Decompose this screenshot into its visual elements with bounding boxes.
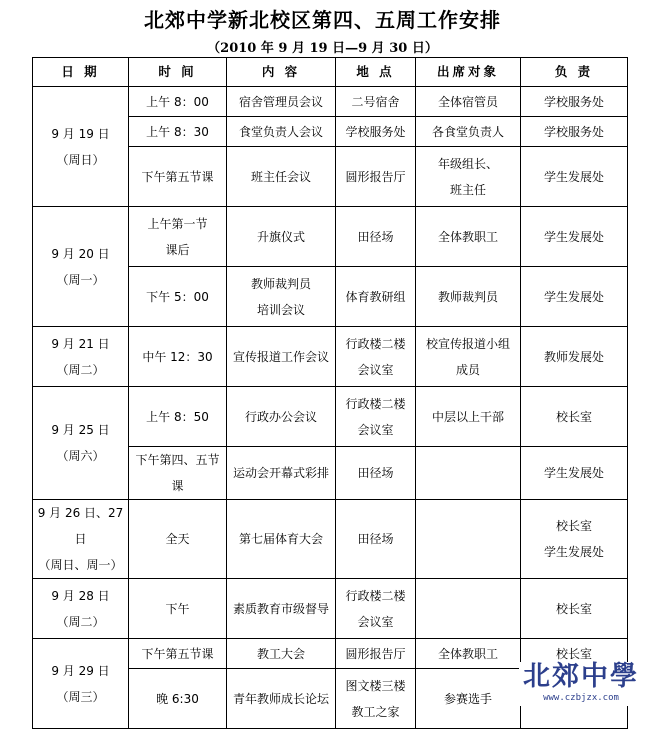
content-text: 宿舍管理员会议	[238, 94, 323, 109]
weekday-label: （周一）	[56, 272, 105, 287]
time-cell	[129, 117, 227, 147]
place-text: 圆形报告厅	[345, 646, 406, 661]
owner-cell	[521, 267, 628, 327]
attendees-text: 参赛选手	[443, 691, 492, 706]
place-cell	[336, 327, 416, 387]
place-text: 行政楼二楼	[345, 336, 406, 351]
schedule-body	[33, 87, 628, 729]
time-cell	[129, 267, 227, 327]
attendees-text: 全体教职工	[437, 229, 498, 244]
time-cell	[129, 669, 227, 729]
owner-cell	[521, 87, 628, 117]
date-cell	[33, 639, 129, 729]
place-text: 学校服务处	[345, 124, 406, 139]
attendees-cell	[416, 207, 521, 267]
date-label: 9 月 25 日	[51, 423, 110, 437]
attendees-text: 成员	[455, 362, 480, 377]
content-text: 班主任会议	[250, 169, 311, 184]
content-text: 升旗仪式	[256, 229, 305, 244]
table-row	[33, 327, 628, 387]
date-cell	[33, 87, 129, 207]
owner-cell	[521, 387, 628, 447]
date-label: 9 月 19 日	[51, 126, 110, 141]
date-cell	[33, 207, 129, 327]
place-cell	[336, 267, 416, 327]
time-text: 上午 8：30	[146, 124, 209, 139]
time-cell	[129, 327, 227, 387]
attendees-cell	[416, 387, 521, 447]
place-text: 图文楼三楼	[345, 678, 406, 693]
content-cell	[227, 669, 336, 729]
time-text: 下午	[165, 601, 190, 616]
header-owner: 负 责	[521, 58, 628, 87]
place-cell	[336, 669, 416, 729]
owner-text: 校长室	[555, 601, 592, 616]
header-date: 日 期	[33, 58, 129, 87]
attendees-text: 全体教职工	[437, 646, 498, 661]
attendees-cell	[416, 117, 521, 147]
place-text: 会议室	[357, 362, 394, 377]
date-label: 9 月 29 日	[51, 663, 110, 678]
page-title: 北郊中学新北校区第四、五周工作安排	[144, 8, 501, 32]
attendees-cell	[416, 147, 521, 207]
page-subtitle: （2010 年 9 月 19 日—9 月 30 日）	[207, 41, 438, 56]
attendees-text: 班主任	[449, 182, 486, 197]
time-text: 全天	[165, 532, 190, 546]
content-text: 教师裁判员	[250, 276, 311, 291]
place-text: 会议室	[357, 422, 394, 437]
attendees-cell	[416, 500, 521, 579]
time-text: 课后	[165, 242, 190, 257]
owner-cell	[521, 147, 628, 207]
attendees-text: 教师裁判员	[437, 289, 498, 304]
header-content: 内 容	[227, 58, 336, 87]
content-cell	[227, 147, 336, 207]
schedule-table	[32, 57, 628, 729]
attendees-text: 全体宿管员	[437, 94, 498, 109]
table-row	[33, 387, 628, 447]
time-cell	[129, 207, 227, 267]
attendees-text: 校宣传报道小组	[425, 336, 510, 351]
place-cell	[336, 447, 416, 500]
content-cell	[227, 117, 336, 147]
place-text: 行政楼二楼	[345, 588, 406, 603]
watermark-logo	[519, 662, 643, 706]
owner-text: 学生发展处	[543, 169, 604, 184]
time-text: 中午 12：30	[142, 349, 213, 364]
time-text: 下午 5：00	[146, 289, 209, 304]
content-text: 宣传报道工作会议	[232, 349, 329, 364]
attendees-cell	[416, 669, 521, 729]
content-cell	[227, 87, 336, 117]
time-text: 上午 8：00	[146, 94, 209, 109]
owner-cell	[521, 447, 628, 500]
place-text: 田径场	[357, 229, 394, 244]
place-cell	[336, 639, 416, 669]
time-cell	[129, 447, 227, 500]
attendees-text: 中层以上干部	[431, 409, 504, 424]
content-text: 运动会开幕式彩排	[232, 466, 329, 480]
attendees-cell	[416, 87, 521, 117]
weekday-label: （周六）	[56, 449, 105, 463]
header-row	[33, 58, 628, 87]
time-text: 上午 8：50	[146, 409, 209, 424]
weekday-label: （周二）	[56, 614, 105, 629]
attendees-cell	[416, 579, 521, 639]
owner-text: 学生发展处	[543, 229, 604, 244]
time-cell	[129, 387, 227, 447]
place-text: 行政楼二楼	[345, 396, 406, 411]
content-text: 培训会议	[256, 302, 305, 317]
content-cell	[227, 639, 336, 669]
owner-text: 校长室	[555, 519, 592, 533]
place-text: 体育教研组	[345, 289, 406, 304]
weekday-label: （周二）	[56, 362, 105, 377]
date-cell	[33, 579, 129, 639]
content-cell	[227, 327, 336, 387]
content-cell	[227, 579, 336, 639]
time-cell	[129, 87, 227, 117]
place-text: 二号宿舍	[351, 94, 400, 109]
attendees-text: 年级组长、	[437, 156, 498, 171]
time-text: 下午第四、五节课	[135, 453, 220, 493]
time-cell	[129, 500, 227, 579]
place-text: 会议室	[357, 614, 394, 629]
attendees-cell	[416, 639, 521, 669]
place-cell	[336, 117, 416, 147]
header-time: 时 间	[129, 58, 227, 87]
time-text: 下午第五节课	[141, 646, 214, 661]
content-text: 素质教育市级督导	[232, 601, 329, 616]
place-text: 教工之家	[351, 704, 400, 719]
watermark-url: www.czbjzx.com	[543, 693, 619, 703]
time-text: 下午第五节课	[141, 169, 214, 184]
attendees-text: 各食堂负责人	[431, 124, 504, 139]
place-cell	[336, 87, 416, 117]
place-cell	[336, 147, 416, 207]
content-cell	[227, 447, 336, 500]
table-row	[33, 207, 628, 267]
owner-text: 学校服务处	[543, 124, 604, 139]
owner-text: 校长室	[555, 409, 592, 424]
attendees-cell	[416, 267, 521, 327]
owner-text: 学校服务处	[543, 94, 604, 109]
date-label: 9 月 20 日	[51, 246, 110, 261]
owner-cell	[521, 500, 628, 579]
place-cell	[336, 387, 416, 447]
date-cell	[33, 327, 129, 387]
header-attendees: 出席对象	[416, 58, 521, 87]
time-text: 晚 6:30	[156, 691, 199, 706]
place-cell	[336, 207, 416, 267]
weekday-label: （周三）	[56, 689, 105, 704]
content-cell	[227, 387, 336, 447]
header-place: 地 点	[336, 58, 416, 87]
table-row	[33, 87, 628, 117]
place-text: 田径场	[357, 466, 394, 480]
owner-cell	[521, 327, 628, 387]
table-row	[33, 579, 628, 639]
place-cell	[336, 579, 416, 639]
owner-text: 学生发展处	[543, 545, 604, 559]
time-cell	[129, 579, 227, 639]
date-cell	[33, 500, 129, 579]
owner-cell	[521, 207, 628, 267]
content-text: 青年教师成长论坛	[232, 691, 329, 706]
weekday-label: （周日）	[56, 152, 105, 167]
owner-text: 校长室	[555, 646, 592, 661]
content-text: 第七届体育大会	[238, 532, 323, 546]
content-text: 食堂负责人会议	[238, 124, 323, 139]
content-cell	[227, 500, 336, 579]
content-cell	[227, 207, 336, 267]
content-cell	[227, 267, 336, 327]
date-label: 9 月 26 日、27 日	[37, 506, 124, 546]
weekday-label: （周日、周一）	[38, 558, 123, 572]
date-label: 9 月 28 日	[51, 588, 110, 603]
owner-text: 学生发展处	[543, 466, 604, 480]
time-text: 上午第一节	[147, 216, 208, 231]
owner-text: 学生发展处	[543, 289, 604, 304]
time-cell	[129, 147, 227, 207]
owner-cell	[521, 579, 628, 639]
attendees-cell	[416, 327, 521, 387]
content-text: 教工大会	[256, 646, 305, 661]
content-text: 行政办公会议	[244, 409, 317, 424]
place-text: 圆形报告厅	[345, 169, 406, 184]
table-row	[33, 500, 628, 579]
attendees-cell	[416, 447, 521, 500]
owner-text: 教师发展处	[543, 349, 604, 364]
watermark-text: 北郊中學	[523, 661, 639, 692]
place-cell	[336, 500, 416, 579]
place-text: 田径场	[357, 532, 394, 546]
date-label: 9 月 21 日	[51, 336, 110, 351]
time-cell	[129, 639, 227, 669]
date-cell	[33, 387, 129, 500]
owner-cell	[521, 117, 628, 147]
